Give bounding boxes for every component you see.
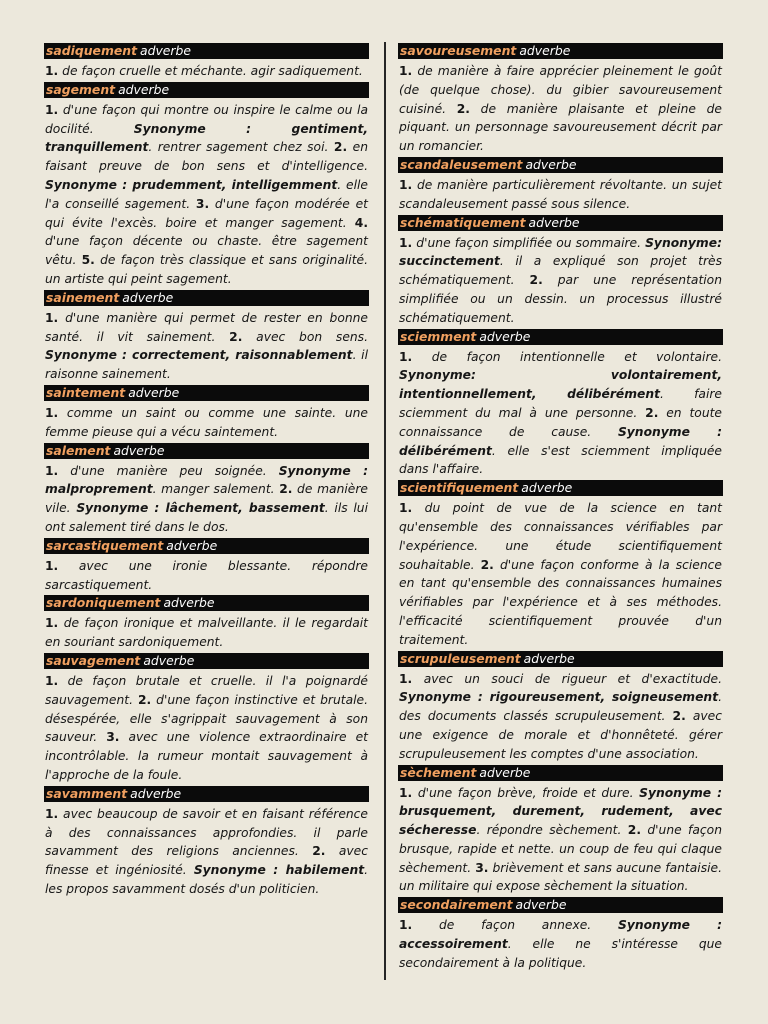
sense-number: 1. bbox=[399, 785, 413, 800]
sense-number: 2. bbox=[279, 482, 293, 497]
example-text: . manger salement. bbox=[152, 482, 280, 497]
entry-sciemment bbox=[398, 329, 723, 480]
sense-text: d'une manière qui permet de rester en bonne santé. il vit sainement. bbox=[45, 310, 368, 344]
sense-number: 5. bbox=[81, 253, 95, 268]
headword: savamment bbox=[46, 785, 128, 801]
sense-number: 1. bbox=[45, 673, 59, 688]
sense-number: 2. bbox=[480, 557, 494, 572]
example-text: . ils lui ont salement tiré dans le dos. bbox=[45, 501, 369, 534]
part-of-speech: adverbe bbox=[113, 442, 165, 458]
sense-text: d'une façon simplifiée ou sommaire. bbox=[412, 235, 646, 250]
entry-savoureusement bbox=[398, 43, 723, 156]
example-text: . il raisonne sainement. bbox=[45, 348, 368, 382]
synonyms: Synonyme : délibérément bbox=[399, 424, 722, 458]
sense-text: de façon cruelle et méchante. agir sadiquement. bbox=[58, 64, 363, 78]
entry-scrupuleusement bbox=[398, 651, 723, 764]
entry-header bbox=[44, 538, 369, 554]
sense-number: 2. bbox=[137, 692, 152, 707]
entry-header bbox=[44, 82, 369, 98]
entry-header bbox=[398, 651, 723, 667]
sense-number: 1. bbox=[45, 616, 59, 631]
synonyms: Synonyme : prudemment, intelligemment bbox=[45, 177, 338, 192]
entry-sagement bbox=[44, 82, 369, 289]
definition bbox=[398, 499, 723, 649]
example-text: . les propos savamment dosés d'un politicien. bbox=[45, 863, 369, 896]
example-text: . elle ne s'intéresse que secondairement à la politique. bbox=[399, 937, 722, 970]
sense-number: 1. bbox=[399, 177, 413, 192]
entry-sadiquement bbox=[44, 43, 369, 81]
sense-text: avec une ironie blessante. répondre sarcastiquement. bbox=[45, 558, 368, 592]
sense-number: 1. bbox=[45, 64, 59, 78]
sense-number: 1. bbox=[399, 349, 413, 364]
synonyms: Synonyme: succinctement bbox=[399, 235, 722, 269]
sense-text: d'une façon décente ou chaste. être sagement vêtu. bbox=[45, 234, 368, 268]
synonyms: Synonyme : malproprement bbox=[45, 463, 368, 497]
entry-header bbox=[44, 43, 369, 59]
sense-text: de façon très classique et sans originalité. un artiste qui peint sagement. bbox=[45, 253, 368, 286]
sense-text: d'une façon conforme à la science en tant qu'ensemble des connaissances humaines vérifiables par l'expérience et à ses méthodes. l'efficacité scientifiquement prouvée d'un traitement. bbox=[399, 557, 722, 647]
headword: sardoniquement bbox=[46, 595, 161, 611]
synonyms: Synonyme : gentiment, tranquillement bbox=[45, 121, 368, 155]
sense-number: 2. bbox=[312, 844, 326, 859]
sense-text: d'une façon modérée et qui évite l'excès. boire et manger sagement. bbox=[45, 196, 368, 230]
synonyms: Synonyme : habilement bbox=[193, 863, 365, 878]
example-text: . elle l'a conseillé sagement. bbox=[45, 177, 368, 211]
synonyms: Synonyme : rigoureusement, soigneusement bbox=[399, 690, 719, 705]
part-of-speech: adverbe bbox=[128, 384, 180, 400]
entry-sauvagement bbox=[44, 653, 369, 785]
sense-number: 4. bbox=[354, 215, 368, 230]
definition bbox=[44, 805, 369, 899]
sense-number: 1. bbox=[399, 918, 413, 933]
sense-number: 1. bbox=[399, 235, 413, 250]
entry-header bbox=[398, 897, 723, 913]
example-text: . elle s'est sciemment impliquée dans l'affaire. bbox=[399, 443, 722, 477]
part-of-speech: adverbe bbox=[166, 537, 218, 553]
sense-text: en faisant preuve de bon sens et d'intelligence. bbox=[45, 140, 368, 174]
sense-number: 1. bbox=[45, 463, 59, 478]
headword: salement bbox=[46, 442, 111, 458]
sense-number: 1. bbox=[45, 102, 59, 117]
example-text: . répondre sèchement. bbox=[476, 823, 628, 838]
synonyms: Synonyme : brusquement, durement, rudement, avec sécheresse bbox=[399, 785, 722, 838]
sense-text: avec un souci de rigueur et d'exactitude. bbox=[412, 671, 722, 686]
sense-number: 2. bbox=[529, 273, 543, 288]
sense-number: 2. bbox=[333, 140, 348, 155]
part-of-speech: adverbe bbox=[479, 764, 531, 780]
entry-sainement bbox=[44, 290, 369, 384]
definition bbox=[398, 234, 723, 328]
headword: sèchement bbox=[400, 764, 477, 780]
sense-number: 1. bbox=[399, 671, 413, 686]
right-column bbox=[398, 43, 723, 974]
sense-text: brièvement et sans aucune fantaisie. un militaire qui expose sèchement la situation. bbox=[399, 860, 722, 894]
definition bbox=[44, 309, 369, 384]
sense-number: 2. bbox=[456, 101, 470, 116]
entry-sardoniquement bbox=[44, 595, 369, 652]
example-text: . il a expliqué son projet très schématiquement. bbox=[399, 254, 722, 288]
headword: sadiquement bbox=[46, 43, 138, 58]
definition bbox=[44, 614, 369, 652]
sense-text: de manière particulièrement révoltante. un sujet scandaleusement passé sous silence. bbox=[399, 177, 722, 211]
sense-text: d'une manière peu soignée. bbox=[58, 463, 279, 478]
entry-header bbox=[44, 653, 369, 669]
part-of-speech: adverbe bbox=[118, 81, 170, 97]
sense-number: 1. bbox=[45, 806, 59, 821]
sense-number: 1. bbox=[45, 558, 59, 573]
part-of-speech: adverbe bbox=[519, 43, 571, 58]
sense-text: en toute connaissance de cause. bbox=[399, 405, 722, 439]
entry-savamment bbox=[44, 786, 369, 899]
part-of-speech: adverbe bbox=[140, 43, 192, 58]
sense-text: de façon intentionnelle et volontaire. bbox=[412, 349, 722, 364]
synonyms: Synonyme : accessoirement bbox=[399, 918, 722, 952]
sense-text: de façon annexe. bbox=[412, 918, 618, 933]
headword: savoureusement bbox=[400, 43, 517, 58]
entry-header bbox=[398, 480, 723, 496]
sense-number: 2. bbox=[672, 709, 686, 724]
headword: saintement bbox=[46, 384, 126, 400]
headword: scrupuleusement bbox=[400, 650, 521, 666]
example-text: . des documents classés scrupuleusement. bbox=[399, 690, 722, 724]
definition bbox=[398, 916, 723, 972]
sense-text: par une représentation simplifiée ou un dessin. un processus illustré schématiquement. bbox=[399, 273, 722, 325]
sense-text: de façon brutale et cruelle. il l'a poignardé sauvagement. bbox=[45, 673, 368, 707]
part-of-speech: adverbe bbox=[521, 480, 573, 496]
headword: secondairement bbox=[400, 897, 513, 913]
sense-text: d'une façon instinctive et brutale. désespérée, elle s'agrippait sauvagement à son sauveur. bbox=[45, 692, 369, 745]
headword: scientifiquement bbox=[400, 480, 519, 496]
entry-header bbox=[398, 43, 723, 59]
sense-number: 1. bbox=[399, 501, 413, 516]
part-of-speech: adverbe bbox=[525, 156, 577, 172]
sense-number: 1. bbox=[399, 64, 413, 78]
sense-number: 1. bbox=[45, 310, 59, 325]
part-of-speech: adverbe bbox=[122, 289, 174, 305]
part-of-speech: adverbe bbox=[163, 595, 215, 611]
entry-sarcastiquement bbox=[44, 538, 369, 595]
part-of-speech: adverbe bbox=[523, 650, 575, 666]
synonyms: Synonyme : lâchement, bassement bbox=[76, 501, 325, 516]
headword: sciemment bbox=[400, 328, 477, 344]
column-divider bbox=[384, 42, 386, 980]
entry-salement bbox=[44, 443, 369, 537]
sense-number: 2. bbox=[645, 405, 659, 420]
entry-header bbox=[44, 595, 369, 611]
headword: sauvagement bbox=[46, 652, 141, 668]
entry-header bbox=[398, 765, 723, 781]
entry-header bbox=[398, 157, 723, 173]
definition bbox=[44, 404, 369, 442]
sense-text: de manière à faire apprécier pleinement le goût (de quelque chose). du gibier savoureusement cuisiné. bbox=[399, 64, 722, 116]
entry-header bbox=[44, 786, 369, 802]
sense-text: avec finesse et ingéniosité. bbox=[45, 844, 368, 878]
definition bbox=[398, 784, 723, 897]
headword: sainement bbox=[46, 289, 120, 305]
sense-text: d'une façon brève, froide et dure. bbox=[412, 785, 640, 800]
headword: sarcastiquement bbox=[46, 537, 164, 553]
sense-text: d'une façon brusque, rapide et nette. un coup de feu qui claque sèchement. bbox=[399, 823, 722, 875]
definition bbox=[398, 670, 723, 764]
entry-scandaleusement bbox=[398, 157, 723, 214]
definition bbox=[44, 462, 369, 537]
sense-text: de manière plaisante et pleine de piquant. un personnage savoureusement décrit par un romancier. bbox=[399, 101, 722, 154]
headword: schématiquement bbox=[400, 214, 526, 230]
definition bbox=[398, 62, 723, 156]
sense-number: 3. bbox=[195, 196, 210, 211]
sense-text: de manière vile. bbox=[45, 482, 368, 516]
sense-number: 2. bbox=[229, 329, 243, 344]
synonyms: Synonyme: volontairement, intentionnellement, délibérément bbox=[399, 368, 722, 402]
sense-text: avec une exigence de morale et d'honnêteté. gérer scrupuleusement les comptes d'une association. bbox=[399, 709, 722, 761]
sense-text: avec une violence extraordinaire et incontrôlable. la rumeur montait sauvagement à l'approche de la foule. bbox=[45, 730, 368, 782]
headword: sagement bbox=[46, 81, 116, 97]
entry-sechement bbox=[398, 765, 723, 897]
part-of-speech: adverbe bbox=[528, 214, 580, 230]
sense-text: de façon ironique et malveillante. il le regardait en souriant sardoniquement. bbox=[45, 616, 368, 650]
entry-header bbox=[398, 215, 723, 231]
entry-header bbox=[44, 290, 369, 306]
sense-number: 3. bbox=[475, 860, 489, 875]
part-of-speech: adverbe bbox=[479, 328, 531, 344]
part-of-speech: adverbe bbox=[130, 785, 182, 801]
entry-secondairement bbox=[398, 897, 723, 972]
definition bbox=[44, 101, 369, 289]
part-of-speech: adverbe bbox=[515, 897, 567, 913]
sense-number: 2. bbox=[627, 823, 641, 838]
synonyms: Synonyme : correctement, raisonnablement bbox=[45, 348, 353, 363]
sense-text: avec bon sens. bbox=[242, 329, 368, 344]
left-column bbox=[44, 43, 369, 900]
sense-text: avec beaucoup de savoir et en faisant référence à des connaissances approfondies. il parle savamment des religions anciennes. bbox=[45, 806, 368, 859]
example-text: . faire sciemment du mal à une personne. bbox=[399, 387, 722, 420]
entry-scientifiquement bbox=[398, 480, 723, 649]
sense-text: du point de vue de la science en tant qu'ensemble des connaissances vérifiables par l'expérience. une étude scientifiquement souhaitable. bbox=[399, 501, 722, 572]
entry-header bbox=[44, 385, 369, 401]
part-of-speech: adverbe bbox=[143, 652, 195, 668]
sense-text: d'une façon qui montre ou inspire le calme ou la docilité. bbox=[45, 102, 368, 136]
entry-header bbox=[398, 329, 723, 345]
definition bbox=[44, 557, 369, 595]
entry-saintement bbox=[44, 385, 369, 442]
definition bbox=[44, 62, 369, 81]
sense-number: 1. bbox=[45, 405, 59, 420]
entry-header bbox=[44, 443, 369, 459]
definition bbox=[398, 348, 723, 480]
example-text: . rentrer sagement chez soi. bbox=[148, 140, 334, 155]
sense-number: 3. bbox=[106, 730, 120, 745]
entry-schematiquement bbox=[398, 215, 723, 328]
definition bbox=[398, 176, 723, 214]
sense-text: comme un saint ou comme une sainte. une femme pieuse qui a vécu saintement. bbox=[45, 405, 368, 439]
headword: scandaleusement bbox=[400, 156, 523, 172]
definition bbox=[44, 672, 369, 785]
